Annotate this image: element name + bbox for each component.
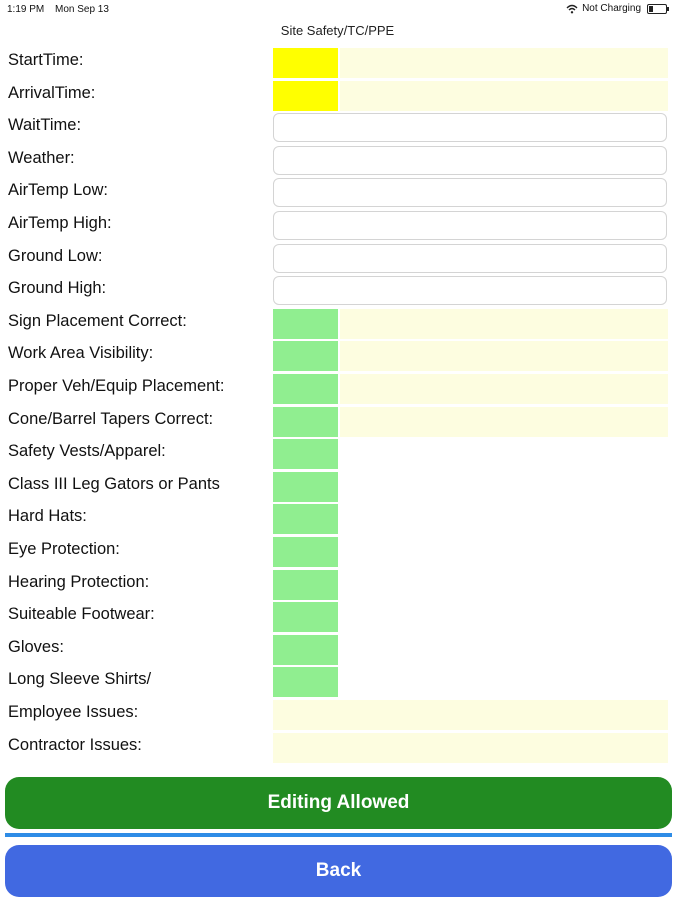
field-label: Suiteable Footwear:: [8, 605, 155, 624]
status-time: 1:19 PM: [7, 4, 45, 15]
form-row: [0, 144, 675, 174]
check-toggle[interactable]: [273, 472, 338, 502]
field-label: Cone/Barrel Tapers Correct:: [8, 409, 214, 428]
field-label: Gloves:: [8, 637, 64, 656]
field-label: Ground Low:: [8, 246, 103, 265]
form-row: [0, 339, 675, 369]
value-field[interactable]: [340, 341, 668, 371]
form-row: [0, 405, 675, 435]
divider: [5, 833, 672, 837]
form-row: [0, 502, 675, 532]
field-label: Safety Vests/Apparel:: [8, 442, 166, 461]
form-row: [0, 437, 675, 467]
form-row: [0, 535, 675, 565]
field-label: Contractor Issues:: [8, 735, 142, 754]
field-label: Class III Leg Gators or Pants: [8, 474, 220, 493]
form-row: [0, 242, 675, 272]
wifi-icon: [566, 4, 578, 14]
text-input[interactable]: [273, 244, 667, 273]
field-label: ArrivalTime:: [8, 83, 96, 102]
charging-status: Not Charging: [582, 3, 641, 14]
field-label: StartTime:: [8, 51, 84, 69]
form-row: [0, 633, 675, 663]
check-toggle[interactable]: [273, 407, 338, 437]
text-input[interactable]: [273, 146, 667, 175]
check-toggle[interactable]: [273, 504, 338, 534]
field-label: WaitTime:: [8, 116, 82, 135]
form-row: [0, 209, 675, 239]
form-row: [0, 698, 675, 728]
form-row: [0, 665, 675, 695]
field-label: Work Area Visibility:: [8, 344, 154, 363]
back-button[interactable]: Back: [5, 845, 672, 897]
check-toggle[interactable]: [273, 667, 338, 697]
form-row: [0, 274, 675, 304]
form-row: [0, 372, 675, 402]
editing-allowed-button[interactable]: Editing Allowed: [5, 777, 672, 829]
check-toggle[interactable]: [273, 309, 338, 339]
form-row: [0, 79, 675, 109]
check-toggle[interactable]: [273, 635, 338, 665]
notes-field[interactable]: [273, 700, 668, 730]
field-label: Eye Protection:: [8, 540, 120, 558]
field-label: Ground High:: [8, 279, 107, 298]
field-label: AirTemp Low:: [8, 181, 108, 200]
status-date: Mon Sep 13: [55, 4, 109, 15]
check-toggle[interactable]: [273, 439, 338, 469]
status-right: [566, 3, 667, 14]
check-toggle[interactable]: [273, 570, 338, 600]
battery-icon: [647, 4, 667, 14]
form-row: [0, 568, 675, 598]
notes-field[interactable]: [273, 733, 668, 763]
field-label: Proper Veh/Equip Placement:: [8, 377, 225, 395]
form-row: [0, 470, 675, 500]
form-row: [0, 600, 675, 630]
page-title: Site Safety/TC/PPE: [280, 23, 395, 38]
value-field[interactable]: [340, 407, 668, 437]
check-toggle[interactable]: [273, 602, 338, 632]
field-label: Weather:: [8, 148, 75, 167]
check-toggle[interactable]: [273, 537, 338, 567]
form-row: [0, 111, 675, 141]
text-input[interactable]: [273, 276, 667, 305]
form-row: [0, 731, 675, 761]
field-label: Hearing Protection:: [8, 572, 150, 591]
value-field[interactable]: [340, 374, 668, 404]
time-capture-button[interactable]: [273, 48, 338, 78]
value-field[interactable]: [340, 48, 668, 78]
time-capture-button[interactable]: [273, 81, 338, 111]
field-label: Sign Placement Correct:: [8, 311, 187, 330]
field-label: Employee Issues:: [8, 703, 139, 721]
field-label: AirTemp High:: [8, 214, 112, 232]
check-toggle[interactable]: [273, 341, 338, 371]
check-toggle[interactable]: [273, 374, 338, 404]
value-field[interactable]: [340, 81, 668, 111]
text-input[interactable]: [273, 113, 667, 142]
form-row: [0, 46, 675, 76]
value-field[interactable]: [340, 309, 668, 339]
text-input[interactable]: [273, 178, 667, 207]
status-bar: [0, 0, 675, 20]
form-row: [0, 307, 675, 337]
field-label: Hard Hats:: [8, 507, 87, 526]
text-input[interactable]: [273, 211, 667, 240]
field-label: Long Sleeve Shirts/: [8, 670, 152, 689]
form-row: [0, 176, 675, 206]
